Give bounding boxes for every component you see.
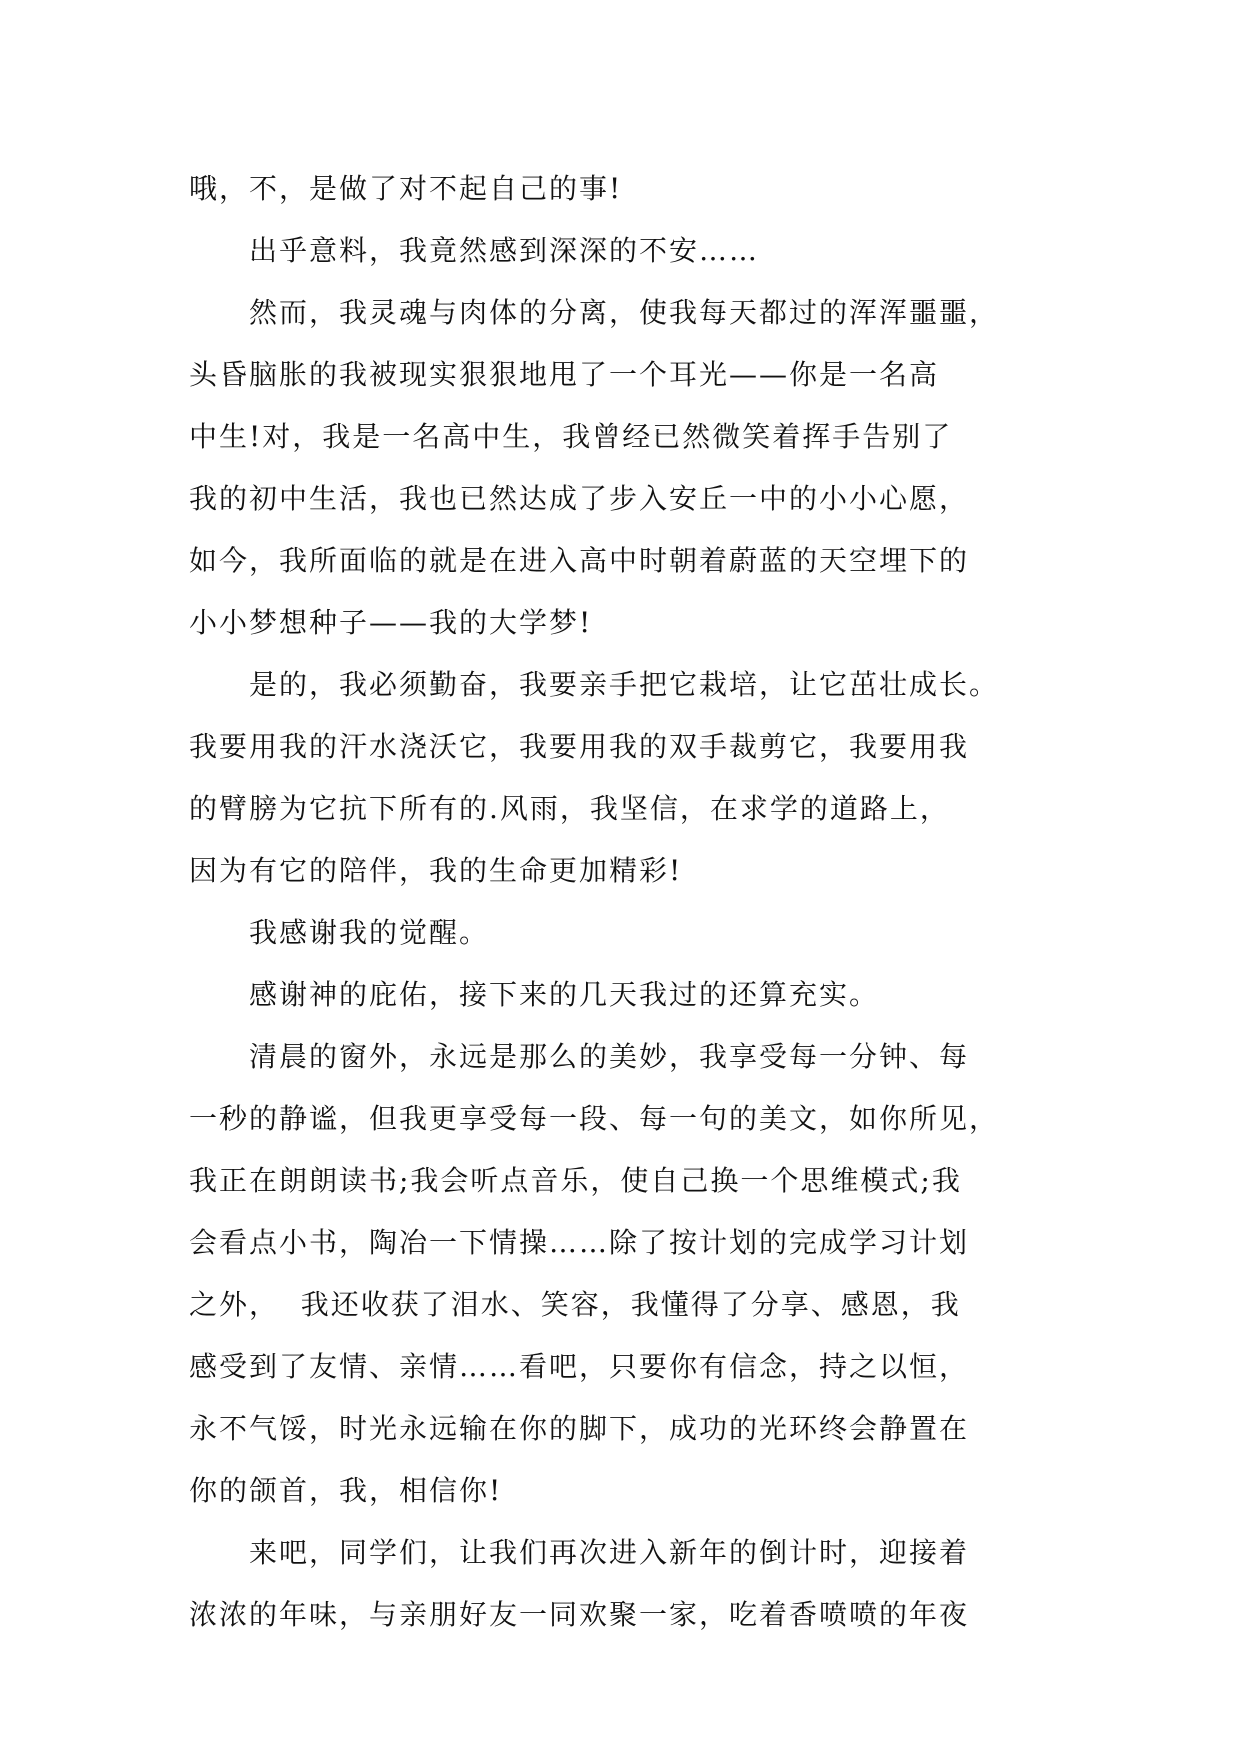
text-line: 因为有它的陪伴，我的生命更加精彩!	[189, 854, 683, 887]
text-line: 会看点小书，陶冶一下情操……除了按计划的完成学习计划	[189, 1226, 970, 1259]
text-line: 中生!对，我是一名高中生，我曾经已然微笑着挥手告别了	[189, 420, 953, 453]
paragraph-start-line: 然而，我灵魂与肉体的分离，使我每天都过的浑浑噩噩，	[249, 296, 1000, 329]
paragraph-start-line: 是的，我必须勤奋，我要亲手把它栽培，让它茁壮成长。	[249, 668, 1000, 701]
text-line: 头昏脑胀的我被现实狠狠地甩了一个耳光——你是一名高	[189, 358, 940, 391]
paragraph-start-line: 我感谢我的觉醒。	[249, 916, 490, 949]
text-line: 小小梦想种子——我的大学梦!	[189, 606, 593, 639]
paragraph-start-line: 出乎意料，我竟然感到深深的不安……	[249, 234, 760, 267]
text-line: 的臂膀为它抗下所有的.风雨，我坚信，在求学的道路上，	[189, 792, 950, 825]
paragraph-start-line: 清晨的窗外，永远是那么的美妙，我享受每一分钟、每	[249, 1040, 970, 1073]
text-line: 浓浓的年味，与亲朋好友一同欢聚一家，吃着香喷喷的年夜	[189, 1598, 970, 1631]
text-line: 永不气馁，时光永远输在你的脚下，成功的光环终会静置在	[189, 1412, 970, 1445]
text-line: 我正在朗朗读书;我会听点音乐，使自己换一个思维模式;我	[189, 1164, 962, 1197]
text-line: 如今，我所面临的就是在进入高中时朝着蔚蓝的天空埋下的	[189, 544, 970, 577]
text-line: 你的颌首，我，相信你!	[189, 1474, 503, 1507]
text-line: 我的初中生活，我也已然达成了步入安丘一中的小小心愿，	[189, 482, 970, 515]
text-line: 一秒的静谧，但我更享受每一段、每一句的美文，如你所见，	[189, 1102, 1000, 1135]
document-body	[189, 158, 1069, 1646]
paragraph-start-line: 感谢神的庇佑，接下来的几天我过的还算充实。	[249, 978, 880, 1011]
text-line: 哦，不，是做了对不起自己的事!	[189, 172, 623, 205]
text-line: 感受到了友情、亲情……看吧，只要你有信念，持之以恒，	[189, 1350, 970, 1383]
paragraph-start-line: 来吧，同学们，让我们再次进入新年的倒计时，迎接着	[249, 1536, 970, 1569]
text-line: 我要用我的汗水浇沃它，我要用我的双手裁剪它，我要用我	[189, 730, 970, 763]
text-line: 之外， 我还收获了泪水、笑容，我懂得了分享、感恩，我	[189, 1288, 961, 1321]
